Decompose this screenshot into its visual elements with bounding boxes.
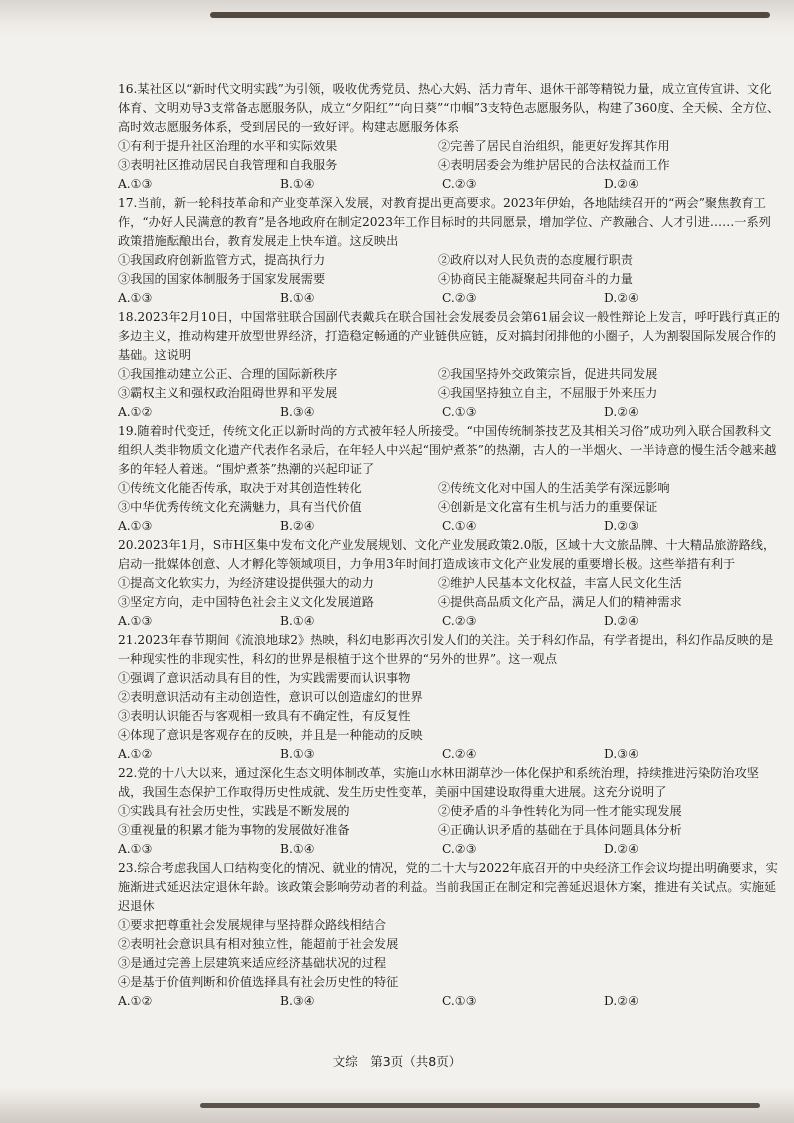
choice-b[interactable]: B.①④ [280,291,315,305]
question-19-stem: 19.随着时代变迁，传统文化正以新时尚的方式被年轻人所接受。“中国传统制茶技艺及其相关习俗”成功列入联合国教科文组织人类非物质文化遗产代表作名录后，在年轻人中兴起“围炉煮茶”的热潮，古人的一半烟火、一半诗意的慢生活令越来越多的年轻人着迷。“围炉煮茶”热潮的兴起印证了 [118,424,777,476]
statement-3: ③中华优秀传统文化充满魅力，具有当代价值 [118,500,362,514]
choice-d[interactable]: D.②④ [604,842,640,856]
statement-1: ①提高文化软实力，为经济建设提供强大的动力 [118,576,374,590]
question-21 [118,631,782,764]
choice-a[interactable]: A.①③ [118,291,153,305]
choice-a[interactable]: A.①③ [118,519,153,533]
statement-2: ②政府以对人民负责的态度履行职责 [438,253,633,267]
statement-3: ③坚定方向，走中国特色社会主义文化发展道路 [118,595,374,609]
statement-1: ①传统文化能否传承，取决于对其创造性转化 [118,481,362,495]
statement-1: ①要求把尊重社会发展规律与坚持群众路线相结合 [118,918,387,932]
statement-3: ③表明社区推动居民自我管理和自我服务 [118,158,338,172]
choice-b[interactable]: B.②④ [280,519,315,533]
question-19-statements [118,479,782,517]
choice-b[interactable]: B.①④ [280,614,315,628]
question-19-choices [118,517,782,536]
choice-d[interactable]: D.②④ [604,614,640,628]
choice-d[interactable]: D.②③ [604,519,640,533]
question-23 [118,859,782,1011]
question-16 [118,80,782,194]
question-23-stem: 23.综合考虑我国人口结构变化的情况、就业的情况，党的二十大与2022年底召开的中央经济工作会议均提出明确要求，实施渐进式延迟法定退休年龄。该政策会影响劳动者的利益。当前我国正在制定和完善延迟退休方案，推进有关试点。实施延迟退休 [118,861,778,913]
choice-b[interactable]: B.①④ [280,177,315,191]
choice-c[interactable]: C.②③ [442,614,477,628]
choice-a[interactable]: A.①③ [118,842,153,856]
choice-b[interactable]: B.①③ [280,747,315,761]
statement-4: ④创新是文化富有生机与活力的重要保证 [438,500,658,514]
question-22-statements [118,802,782,840]
question-20-choices [118,612,782,631]
question-18-statements [118,365,782,403]
question-20-statements [118,574,782,612]
choice-c[interactable]: C.②③ [442,291,477,305]
question-20 [118,536,782,631]
question-22-stem: 22.党的十八大以来，通过深化生态文明体制改革，实施山水林田湖草沙一体化保护和系统治理，持续推进污染防治攻坚战，我国生态保护工作取得历史性成就、发生历史性变革，美丽中国建设取得重大进展。这充分说明了 [118,766,759,799]
question-16-statements [118,137,782,175]
statement-2: ②表明社会意识具有相对独立性，能超前于社会发展 [118,937,399,951]
question-18-choices [118,403,782,422]
question-18 [118,308,782,422]
statement-4: ④协商民主能凝聚起共同奋斗的力量 [438,272,633,286]
question-19 [118,422,782,536]
scan-edge-bottom [0,1087,794,1123]
choice-c[interactable]: C.①③ [442,994,477,1008]
question-list [118,80,782,1011]
choice-c[interactable]: C.②③ [442,842,477,856]
choice-b[interactable]: B.③④ [280,994,315,1008]
statement-1: ①我国推动建立公正、合理的国际新秩序 [118,367,338,381]
question-16-stem: 16.某社区以“新时代文明实践”为引领，吸收优秀党员、热心大妈、活力青年、退休干部等精锐力量，成立宣传宣讲、文化体育、文明劝导3支常备志愿服务队，成立“夕阳红”“向日葵”“巾帼”3支特色志愿服务队，构建了360度、全天候、全方位、高时效志愿服务体系，受到居民的一致好评。构建志愿服务体系 [118,82,780,134]
scan-edge-top [0,0,794,40]
choice-c[interactable]: C.②③ [442,177,477,191]
statement-2: ②我国坚持外交政策宗旨，促进共同发展 [438,367,658,381]
statement-4: ④体现了意识是客观存在的反映，并且是一种能动的反映 [118,728,423,742]
statement-4: ④是基于价值判断和价值选择具有社会历史性的特征 [118,975,399,989]
question-17 [118,194,782,308]
question-17-stem: 17.当前，新一轮科技革命和产业变革深入发展，对教育提出更高要求。2023年伊始，各地陆续召开的“两会”聚焦教育工作，“办好人民满意的教育”是各地政府在制定2023年工作目标时的共同愿景，增加学位、产教融合、人才引进……一系列政策措施酝酿出台，教育发展走上快车道。这反映出 [118,196,771,248]
choice-d[interactable]: D.③④ [604,747,640,761]
statement-2: ②维护人民基本文化权益，丰富人民文化生活 [438,576,682,590]
choice-a[interactable]: A.①② [118,405,153,419]
statement-3: ③霸权主义和强权政治阻碍世界和平发展 [118,386,338,400]
choice-c[interactable]: C.②④ [442,747,477,761]
choice-d[interactable]: D.②④ [604,291,640,305]
statement-1: ①有利于提升社区治理的水平和实际效果 [118,139,338,153]
statement-4: ④我国坚持独立自主，不屈服于外来压力 [438,386,658,400]
statement-1: ①强调了意识活动具有目的性，为实践需要而认识事物 [118,671,411,685]
choice-b[interactable]: B.①④ [280,842,315,856]
statement-4: ④正确认识矛盾的基础在于具体问题具体分析 [438,823,682,837]
statement-3: ③重视量的积累才能为事物的发展做好准备 [118,823,350,837]
statement-4: ④提供高品质文化产品，满足人们的精神需求 [438,595,682,609]
choice-a[interactable]: A.①② [118,747,153,761]
page-footer: 文综 第3页（共8页） [332,1054,462,1069]
statement-3: ③是通过完善上层建筑来适应经济基础状况的过程 [118,956,387,970]
question-16-choices [118,175,782,194]
choice-b[interactable]: B.③④ [280,405,315,419]
choice-c[interactable]: C.①④ [442,519,477,533]
statement-2: ②表明意识活动有主动创造性，意识可以创造虚幻的世界 [118,690,423,704]
choice-a[interactable]: A.①③ [118,614,153,628]
question-20-stem: 20.2023年1月，S市H区集中发布文化产业发展规划、文化产业发展政策2.0版，区域十大文旅品牌、十大精品旅游路线，启动一批媒体创意、人才孵化等领域项目，力争用3年时间打造成该市文化产业发展的重要增长极。这些举措有利于 [118,538,776,571]
choice-c[interactable]: C.①③ [442,405,477,419]
question-21-stem: 21.2023年春节期间《流浪地球2》热映，科幻电影再次引发人们的关注。关于科幻作品，有学者提出，科幻作品反映的是一种现实性的非现实性，科幻的世界是根植于这个世界的“另外的世界”。这一观点 [118,633,774,666]
question-23-choices [118,992,782,1011]
choice-d[interactable]: D.②④ [604,405,640,419]
choice-a[interactable]: A.①③ [118,177,153,191]
question-21-choices [118,745,782,764]
statement-2: ②传统文化对中国人的生活美学有深远影响 [438,481,670,495]
statement-3: ③表明认识能否与客观相一致具有不确定性，有反复性 [118,709,411,723]
question-22 [118,764,782,859]
statement-1: ①我国政府创新监管方式，提高执行力 [118,253,326,267]
choice-a[interactable]: A.①② [118,994,153,1008]
question-17-statements [118,251,782,289]
statement-1: ①实践具有社会历史性，实践是不断发展的 [118,804,350,818]
question-18-stem: 18.2023年2月10日，中国常驻联合国副代表戴兵在联合国社会发展委员会第61届会议一般性辩论上发言，呼吁践行真正的多边主义，推动构建开放型世界经济，打造稳定畅通的产业链供应链，反对搞封闭排他的小圈子，人为割裂国际发展合作的基础。这说明 [118,310,780,362]
question-22-choices [118,840,782,859]
choice-d[interactable]: D.②④ [604,994,640,1008]
choice-d[interactable]: D.②④ [604,177,640,191]
question-17-choices [118,289,782,308]
statement-3: ③我国的国家体制服务于国家发展需要 [118,272,326,286]
statement-4: ④表明居委会为维护居民的合法权益而工作 [438,158,670,172]
statement-2: ②完善了居民自治组织，能更好发挥其作用 [438,139,670,153]
statement-2: ②使矛盾的斗争性转化为同一性才能实现发展 [438,804,682,818]
